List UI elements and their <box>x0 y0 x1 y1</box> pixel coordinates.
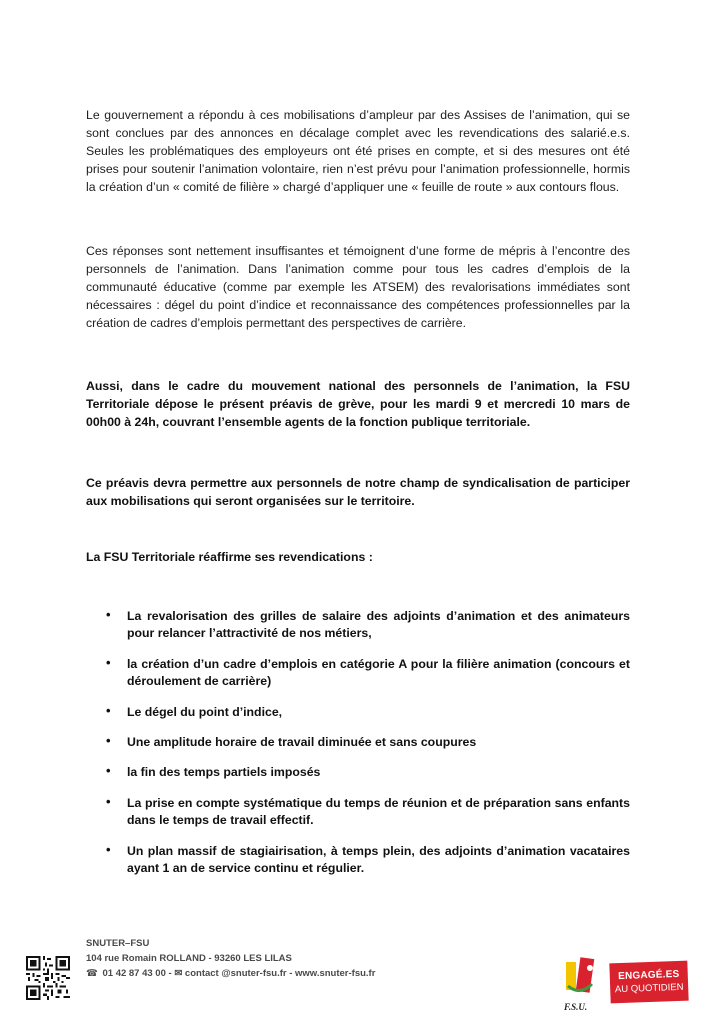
bullet-icon: • <box>106 793 111 809</box>
demand-text: Le dégel du point d’indice, <box>127 704 283 719</box>
fsu-logo-text: F.S.U. <box>564 1002 588 1012</box>
list-item <box>86 656 630 691</box>
contact-links[interactable]: - ✉ contact @snuter-fsu.fr - www.snuter-fsu.fr <box>168 968 376 979</box>
bullet-icon: • <box>106 841 111 857</box>
slogan-box <box>609 961 688 1004</box>
phone-icon: ☎ <box>86 968 98 979</box>
list-item <box>86 704 630 721</box>
fsu-logo-graphic <box>560 956 600 1000</box>
street-address: 104 rue Romain ROLLAND - 93260 LES LILAS <box>86 953 292 964</box>
list-item <box>86 795 630 830</box>
fsu-logo-icon <box>560 956 610 1016</box>
paragraph-preavis: Aussi, dans le cadre du mouvement national des personnels de l’animation, la FSU Territoriale dépose le présent préavis de grève, pour les mardi 9 et mercredi 10 mars de 00h00 à 24h, couvrant l’ensemble agents de la fonction publique territoriale. <box>86 379 630 429</box>
demand-text: La revalorisation des grilles de salaire des adjoints d’animation et des animateurs pour relancer l’attractivité de nos métiers, <box>127 609 630 641</box>
list-item <box>86 734 630 751</box>
demand-text: Un plan massif de stagiairisation, à temps plein, des adjoints d’animation vacataires ayant 1 an de service continu et régulier. <box>127 843 630 876</box>
paragraph-revendications-intro: La FSU Territoriale réaffirme ses revendications : <box>86 550 373 564</box>
paragraph-reponses: Ces réponses sont nettement insuffisantes et témoignent d’une forme de mépris à l’encontre des personnels de l’animation. Dans l’animation comme pour tous les cadres d’emplois de la communauté éducative (comme par exemple les ATSEM) des revalorisations immédiates sont nécessaires : dégel du point d’indice et reconnaissance des compétences professionnelles par la création de cadres d’emplois permettant des perspectives de carrière. <box>86 244 630 330</box>
demands-list <box>86 608 630 877</box>
footer-address-block <box>86 936 375 981</box>
qr-code-icon <box>26 956 70 1000</box>
list-item <box>86 764 630 781</box>
bullet-icon: • <box>106 702 111 718</box>
bullet-icon: • <box>106 763 111 779</box>
org-name: SNUTER–FSU <box>86 938 150 949</box>
paragraph-assises: Le gouvernement a répondu à ces mobilisations d’ampleur par des Assises de l’animation, qui se sont conclues par des annonces en décalage complet avec les revendications des salarié.e.s. Seules les problématiques des employeurs ont été prises en compte, et si des mesures ont été prises pour soutenir l’animation volontaire, rien n’est prévu pour l’animation professionnelle, hormis la création d’un « comité de filière » chargé d’appliquer une « feuille de route » aux contours flous. <box>86 108 630 194</box>
list-item <box>86 608 630 643</box>
bullet-icon: • <box>106 654 111 670</box>
demand-text: la création d’un cadre d’emplois en catégorie A pour la filière animation (concours et déroulement de carrière) <box>127 656 630 689</box>
slogan-line-1: ENGAGÉ.ES <box>617 968 680 983</box>
page-footer <box>26 936 690 1016</box>
contact-line <box>86 966 375 981</box>
phone-number: 01 42 87 43 00 <box>102 968 166 979</box>
demand-text: La prise en compte systématique du temps de réunion et de préparation sans enfants dans le temps de travail effectif. <box>127 795 630 828</box>
slogan-line-2: AU QUOTIDIEN <box>614 981 684 996</box>
demand-text: la fin des temps partiels imposés <box>127 765 321 780</box>
bullet-icon: • <box>106 733 111 749</box>
demand-text: Une amplitude horaire de travail diminuée et sans coupures <box>127 735 477 750</box>
list-item <box>86 843 630 878</box>
bullet-icon: • <box>106 607 111 622</box>
slogan-badge <box>610 962 690 1006</box>
paragraph-mobilisation: Ce préavis devra permettre aux personnels de notre champ de syndicalisation de participer aux mobilisations qui seront organisées sur le territoire. <box>86 476 630 508</box>
